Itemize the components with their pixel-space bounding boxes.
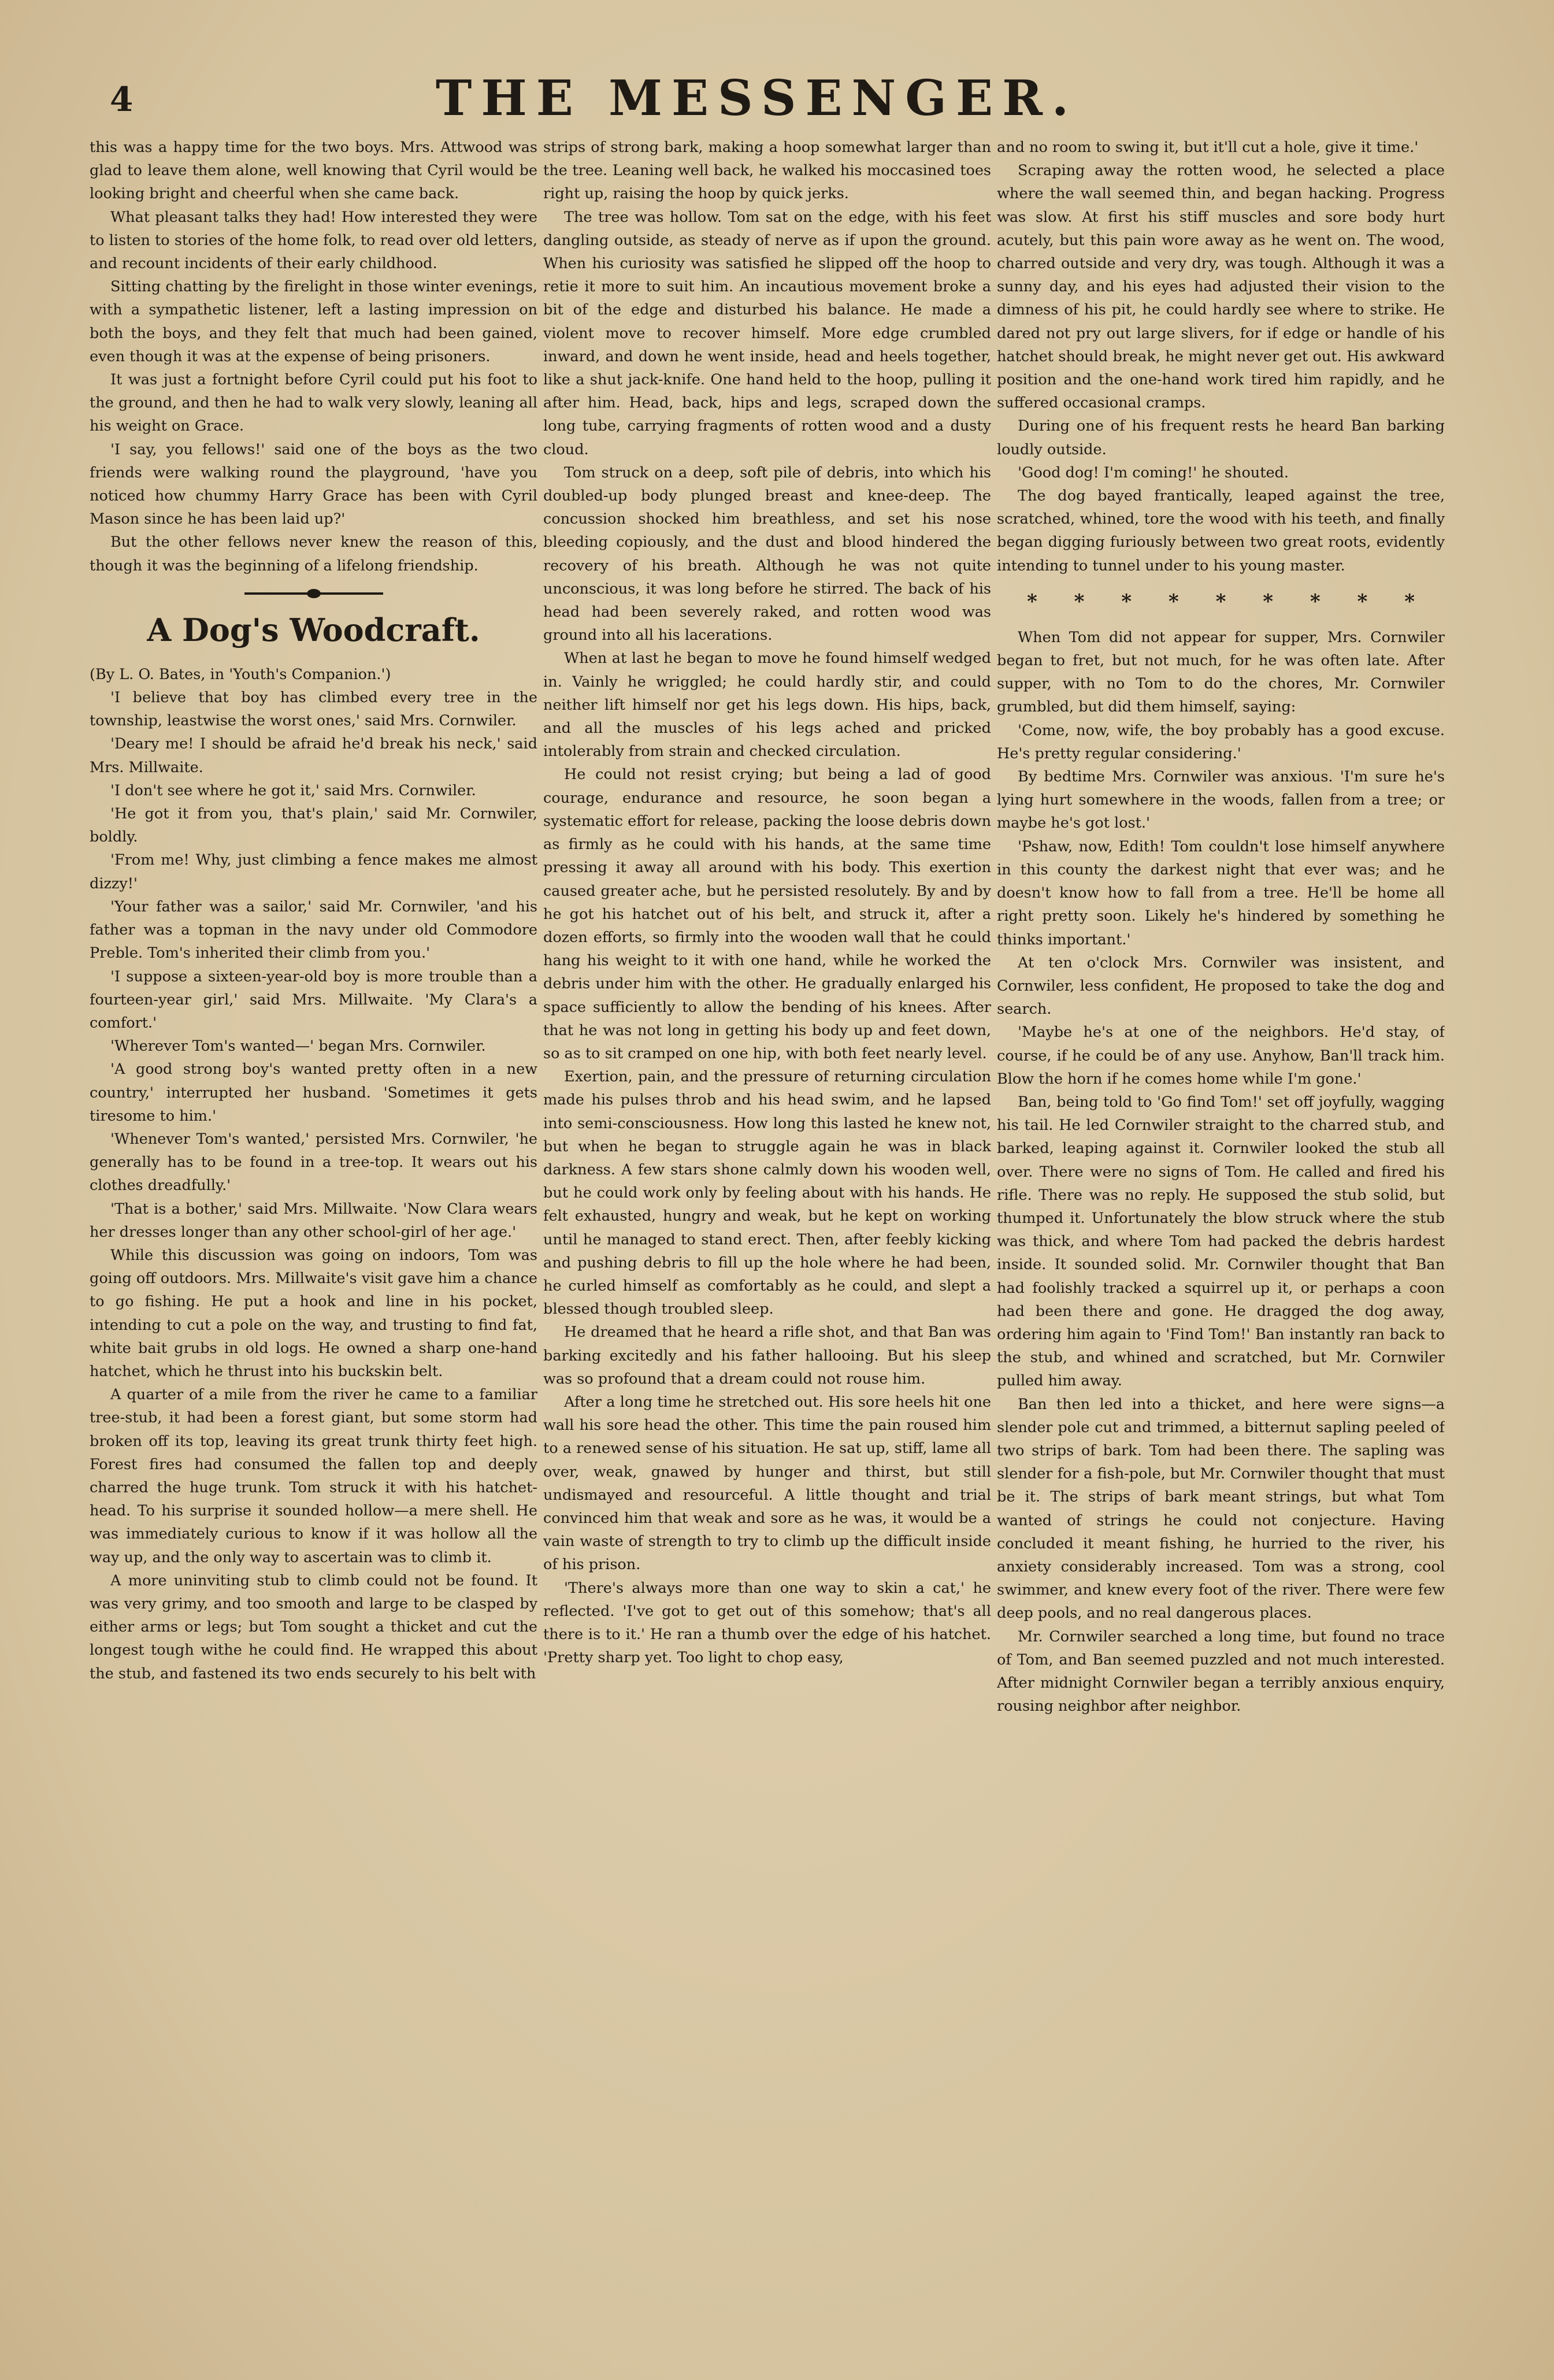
paragraph: 'I suppose a sixteen-year-old boy is more trouble than a fourteen-year girl,' said Mrs. Millwaite. 'My Clara's a comfort.' <box>90 967 537 1032</box>
asterisk: * <box>1026 590 1037 613</box>
paragraph: strips of strong bark, making a hoop somewhat larger than the tree. Leaning well back, he walked his moccasined toes right up, raising the hoop by quick jerks. <box>543 139 991 203</box>
paragraph: By bedtime Mrs. Cornwiler was anxious. 'I'm sure he's lying hurt somewhere in the woods, fallen from a tree; or maybe he's got lost.' <box>997 768 1445 832</box>
paragraph: A more uninviting stub to climb could not be found. It was very grimy, and too smooth and large to be clasped by either arms or legs; but Tom sought a thicket and cut the longest tough withe he could find. He wrapped this about the stub, and fastened its two ends securely to his belt with <box>90 1571 537 1682</box>
asterisk: * <box>1310 590 1321 613</box>
paragraph: During one of his frequent rests he heard Ban barking loudly outside. <box>997 417 1445 458</box>
paragraph: 'Your father was a sailor,' said Mr. Cornwiler, 'and his father was a topman in the navy under old Commodore Preble. Tom's inherited their climb from you.' <box>90 898 537 962</box>
section-divider <box>244 592 383 595</box>
paragraph: What pleasant talks they had! How interested they were to listen to stories of the home folk, to read over old letters, and recount incidents of their early childhood. <box>90 208 537 273</box>
asterisk: * <box>1121 590 1132 613</box>
paragraph: 'A good strong boy's wanted pretty often in a new country,' interrupted her husband. 'Sometimes it gets tiresome to him.' <box>90 1061 537 1125</box>
paragraph: Ban, being told to 'Go find Tom!' set off joyfully, wagging his tail. He led Cornwiler straight to the charred stub, and barked, leaping against it. Cornwiler looked the stub all over. There were no signs of Tom. He called and fired his rifle. There was no reply. He supposed the stub solid, but thumped it. Unfortunately the blow struck where the stub was thick, and where Tom had packed the debris hardest inside. It sounded solid. Mr. Cornwiler thought that Ban had foolishly tracked a squirrel up it, or perhaps a coon had been there and gone. He dragged the dog away, ordering him again to 'Find Tom!' Ban instantly ran back to the stub, and whined and scratched, but Mr. Cornwiler pulled him away. <box>997 1093 1445 1390</box>
paragraph: 'Whenever Tom's wanted,' persisted Mrs. Cornwiler, 'he generally has to be found in a tree-top. It wears out his clothes dreadfully.' <box>90 1130 537 1195</box>
paragraph: 'Wherever Tom's wanted—' began Mrs. Cornwiler. <box>110 1037 486 1055</box>
paragraph: 'Maybe he's at one of the neighbors. He'd stay, of course, if he could be of any use. Anyhow, Ban'll track him. Blow the horn if he comes home while I'm gone.' <box>997 1024 1445 1088</box>
column-2 <box>543 136 991 2344</box>
column-3 <box>997 136 1445 2344</box>
paragraph: this was a happy time for the two boys. Mrs. Attwood was glad to leave them alone, well knowing that Cyril would be looking bright and cheerful when she came back. <box>90 139 537 203</box>
asterisk: * <box>1074 590 1085 613</box>
paragraph: He dreamed that he heard a rifle shot, and that Ban was barking excitedly and his father hallooing. But his sleep was so profound that a dream could not rouse him. <box>543 1324 991 1388</box>
paragraph: Ban then led into a thicket, and here were signs—a slender pole cut and trimmed, a bitternut sapling peeled of two strips of bark. Tom had been there. The sapling was slender for a fish-pole, but Mr. Cornwiler thought that must be it. The strips of bark meant strings, but what Tom wanted of strings he could not conjecture. Having concluded it meant fishing, he hurried to the river, his anxiety considerably increased. Tom was a strong, cool swimmer, and knew every foot of the river. There were few deep pools, and no real dangerous places. <box>997 1395 1445 1622</box>
asterisk: * <box>1404 590 1415 613</box>
asterisk: * <box>1357 590 1368 613</box>
asterisk: * <box>1168 590 1179 613</box>
paragraph: Tom struck on a deep, soft pile of debris, into which his doubled-up body plunged breast and knee-deep. The concussion shocked him breathless, and set his nose bleeding copiously, and the dust and blood hindered the recovery of his breath. Although he was not quite unconscious, it was long before he stirred. The back of his head had been severely raked, and rotten wood was ground into all his lacerations. <box>543 464 991 644</box>
paragraph: The dog bayed frantically, leaped against the tree, scratched, whined, tore the wood with his teeth, and finally began digging furiously between two great roots, evidently intending to tunnel under to his young master. <box>997 487 1445 574</box>
paragraph: 'That is a bother,' said Mrs. Millwaite. 'Now Clara wears her dresses longer than any other school-girl of her age.' <box>90 1200 537 1241</box>
paragraph: A quarter of a mile from the river he came to a familiar tree-stub, it had been a forest giant, but some storm had broken off its top, leaving its great trunk thirty feet high. Forest fires had consumed the fallen top and deeply charred the huge trunk. Tom struck it with his hatchet-head. To his surprise it sounded hollow—a mere shell. He was immediately curious to know if it was hollow all the way up, and the only way to ascertain was to climb it. <box>90 1386 537 1566</box>
text-columns <box>90 136 1445 2344</box>
paragraph: After a long time he stretched out. His sore heels hit one wall his sore head the other. This time the pain roused him to a renewed sense of his situation. He sat up, stiff, lame all over, weak, gnawed by hunger and thirst, but still undismayed and resourceful. A little thought and trial convinced him that weak and sore as he was, it would be a vain waste of strength to try to climb up the difficult inside of his prison. <box>543 1393 991 1574</box>
paragraph: 'From me! Why, just climbing a fence makes me almost dizzy!' <box>90 851 537 892</box>
paragraph: 'Deary me! I should be afraid he'd break his neck,' said Mrs. Millwaite. <box>90 735 537 776</box>
paragraph: 'Pshaw, now, Edith! Tom couldn't lose himself anywhere in this county the darkest night that ever was; and he doesn't know how to fall from a tree. He'll be home all right pretty soon. Likely he's hindered by something he thinks important.' <box>997 837 1445 948</box>
paragraph: The tree was hollow. Tom sat on the edge, with his feet dangling outside, as steady of nerve as if upon the ground. When his curiosity was satisfied he slipped off the hoop to retie it more to suit him. An incautious movement broke a bit of the edge and disturbed his balance. He made a violent move to recover himself. More edge crumbled inward, and down he went inside, head and heels together, like a shut jack-knife. One hand held to the hoop, pulling it after him. Head, back, hips and legs, scraped down the long tube, carrying fragments of rotten wood and a dusty cloud. <box>543 208 991 458</box>
paragraph: When at last he began to move he found himself wedged in. Vainly he wriggled; he could hardly stir, and could neither lift himself nor get his legs down. His hips, back, and all the muscles of his legs ached and pricked intolerably from strain and checked circulation. <box>543 650 991 761</box>
paragraph: He could not resist crying; but being a lad of good courage, endurance and resource, he soon began a systematic effort for release, packing the loose debris down as firmly as he could with his hands, at the same time pressing it away all around with his body. This exertion caused greater ache, but he persisted resolutely. By and by he got his hatchet out of his belt, and struck it, after a dozen efforts, so firmly into the wooden wall that he could hang his weight to it with one hand, while he worked the debris under him with the other. He gradually enlarged his space sufficiently to allow the bending of his knees. After that he was not long in getting his body up and feet down, so as to sit cramped on one hip, with both feet nearly level. <box>543 766 991 1062</box>
paragraph: 'There's always more than one way to skin a cat,' he reflected. 'I've got to get out of this somehow; that's all there is to it.' He ran a thumb over the edge of his hatchet. 'Pretty sharp yet. Too light to chop easy, <box>543 1579 991 1667</box>
paragraph: It was just a fortnight before Cyril could put his foot to the ground, and then he had to walk very slowly, leaning all his weight on Grace. <box>90 371 537 435</box>
paragraph: Exertion, pain, and the pressure of returning circulation made his pulses throb and his head swim, and he lapsed into semi-consciousness. How long this lasted he knew not, but when he began to struggle again he was in black darkness. A few stars shone calmly down his wooden well, but he could work only by feeling about with his hands. He felt exhausted, hungry and weak, but he kept on working until he managed to stand erect. Then, after feebly kicking and pushing debris to fill up the hole where he had been, he curled himself as comfortably as he could, and slept a blessed though troubled sleep. <box>543 1068 991 1318</box>
asterisk: * <box>1215 590 1226 613</box>
paragraph: 'He got it from you, that's plain,' said Mr. Cornwiler, boldly. <box>90 805 537 846</box>
byline: (By L. O. Bates, in 'Youth's Companion.') <box>90 665 391 683</box>
paragraph: and no room to swing it, but it'll cut a hole, give it time.' <box>997 139 1419 156</box>
story-title: A Dog's Woodcraft. <box>147 611 480 648</box>
paragraph: 'Good dog! I'm coming!' he shouted. <box>1018 464 1289 481</box>
paragraph: 'I believe that boy has climbed every tree in the township, leastwise the worst ones,' said Mrs. Cornwiler. <box>90 689 537 730</box>
paragraph: While this discussion was going on indoors, Tom was going off outdoors. Mrs. Millwaite's visit gave him a chance to go fishing. He put a hook and line in his pocket, intending to cut a pole on the way, and trusting to find fat, white bait grubs in old logs. He owned a sharp one-hand hatchet, which he thrust into his buckskin belt. <box>90 1246 537 1380</box>
paragraph: 'I say, you fellows!' said one of the boys as the two friends were walking round the playground, 'have you noticed how chummy Harry Grace has been with Cyril Mason since he has been laid up?' <box>90 440 537 528</box>
asterisk: * <box>1263 590 1273 613</box>
paragraph: But the other fellows never knew the reason of this, though it was the beginning of a lifelong friendship. <box>90 533 537 574</box>
page-header <box>110 69 1404 133</box>
paragraph: Sitting chatting by the firelight in those winter evenings, with a sympathetic listener, left a lasting impression on both the boys, and they felt that much had been gained, even though it was at the expense of being prisoners. <box>90 278 537 365</box>
masthead: THE MESSENGER. <box>435 69 1078 127</box>
section-break-asterisks <box>1008 590 1433 613</box>
paragraph: At ten o'clock Mrs. Cornwiler was insistent, and Cornwiler, less confident, He proposed to take the dog and search. <box>997 954 1445 1018</box>
column-1 <box>90 136 537 2344</box>
paragraph: When Tom did not appear for supper, Mrs. Cornwiler began to fret, but not much, for he was often late. After supper, with no Tom to do the chores, Mr. Cornwiler grumbled, but did them himself, saying: <box>997 628 1445 716</box>
paragraph: Scraping away the rotten wood, he selected a place where the wall seemed thin, and began hacking. Progress was slow. At first his stiff muscles and sore body hurt acutely, but this pain wore away as he went on. The wood, charred outside and very dry, was tough. Although it was a sunny day, and his eyes had adjusted their vision to the dimness of his pit, he could hardly see where to strike. He dared not pry out large slivers, for if edge or handle of his hatchet should break, he might never get out. His awkward position and the one-hand work tired him rapidly, and he suffered occasional cramps. <box>997 162 1445 412</box>
paragraph: 'I don't see where he got it,' said Mrs. Cornwiler. <box>110 781 476 799</box>
page-number: 4 <box>110 80 133 119</box>
paragraph: Mr. Cornwiler searched a long time, but found no trace of Tom, and Ban seemed puzzled and not much interested. After midnight Cornwiler began a terribly anxious enquiry, rousing neighbor after neighbor. <box>997 1628 1445 1715</box>
paragraph: 'Come, now, wife, the boy probably has a good excuse. He's pretty regular considering.' <box>997 721 1445 762</box>
